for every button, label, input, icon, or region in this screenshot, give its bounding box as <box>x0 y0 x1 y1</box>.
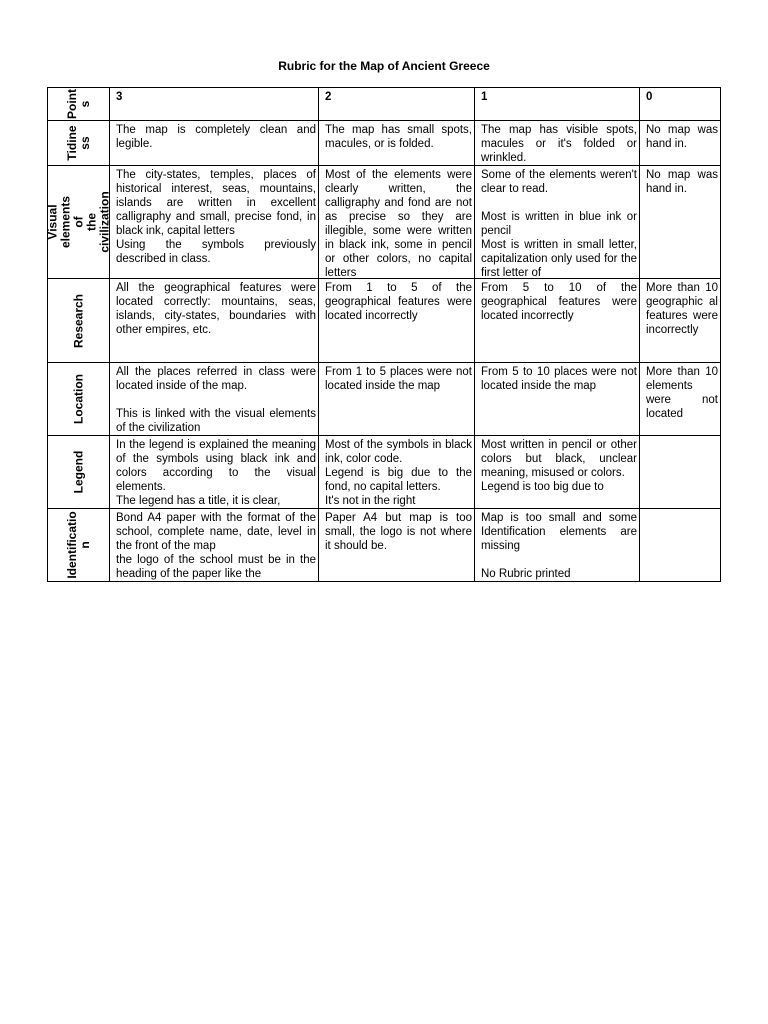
criterion-label: Legend <box>71 450 85 494</box>
rubric-cell <box>110 436 319 509</box>
score-header-2 <box>319 88 475 121</box>
rubric-cell <box>475 121 640 166</box>
rubric-cell-text: No map was hand in. <box>646 124 718 150</box>
rubric-cell-text: All the geographical features were located correctly: mountains, seas, islands, city-states, boundaries with other empires, etc. <box>116 282 316 336</box>
rubric-cell <box>110 363 319 436</box>
criterion-label: Location <box>71 374 85 424</box>
rubric-cell <box>640 121 721 166</box>
score-header-0 <box>640 88 721 121</box>
rubric-cell-text: More than 10 geographic al features were incorrectly <box>646 282 718 336</box>
rubric-cell-text: All the places referred in class were located inside of the map. This is linked with the visual elements of the civilization <box>116 366 316 434</box>
header-row <box>48 88 721 121</box>
rubric-cell-text: From 1 to 5 places were not located inside the map <box>325 366 472 392</box>
criterion-label: Research <box>71 293 85 348</box>
rubric-cell <box>640 436 721 509</box>
criterion-cell <box>48 279 110 363</box>
criterion-cell <box>48 509 110 582</box>
rubric-cell-text: Most written in pencil or other colors but black, unclear meaning, misused or colors. Legend is too big due to <box>481 439 637 493</box>
criterion-label: Visual elements of the civilization <box>45 191 111 253</box>
criterion-cell <box>45 166 111 279</box>
rubric-cell <box>640 363 721 436</box>
rubric-cell <box>319 166 475 279</box>
score-label: 0 <box>646 91 653 103</box>
rubric-cell-text: Bond A4 paper with the format of the school, complete name, date, level in the front of the map the logo of the school must be in the heading of the paper like the <box>116 512 316 580</box>
table-row <box>48 279 721 363</box>
rubric-cell <box>319 121 475 166</box>
criterion-cell <box>48 121 110 166</box>
rubric-cell <box>475 166 640 279</box>
criterion-cell <box>48 436 110 509</box>
rubric-cell-text: No map was hand in. <box>646 169 718 195</box>
rubric-cell-text <box>646 436 718 508</box>
rubric-cell-text: From 5 to 10 places were not located inside the map <box>481 366 637 392</box>
criterion-header <box>48 88 110 121</box>
table-row <box>48 509 721 582</box>
rubric-cell <box>110 166 319 279</box>
rubric-cell <box>110 279 319 363</box>
rubric-cell <box>110 509 319 582</box>
rubric-cell <box>475 436 640 509</box>
rubric-cell-text: Paper A4 but map is too small, the logo is not where it should be. <box>325 512 472 552</box>
rubric-cell-text: The map is completely clean and legible. <box>116 124 316 150</box>
rubric-cell <box>640 166 721 279</box>
rubric-cell-text: The map has visible spots, macules or it's folded or wrinkled. <box>481 124 637 164</box>
criterion-label: Tidine ss <box>64 125 92 161</box>
rubric-table <box>47 87 721 582</box>
rubric-cell <box>475 509 640 582</box>
rubric-cell <box>319 279 475 363</box>
rubric-cell-text: More than 10 elements were not located <box>646 366 718 420</box>
criterion-header-label: Point s <box>64 89 92 119</box>
rubric-cell <box>110 121 319 166</box>
rubric-cell <box>475 363 640 436</box>
criterion-cell <box>48 363 110 436</box>
rubric-cell-text: From 1 to 5 of the geographical features were located incorrectly <box>325 282 472 322</box>
score-label: 2 <box>325 91 332 103</box>
rubric-cell-text: Some of the elements weren't clear to read. Most is written in blue ink or pencil Most is written in small letter, capitalization only used for the first letter of <box>481 169 637 279</box>
rubric-cell-text: The map has small spots, macules, or is folded. <box>325 124 472 150</box>
rubric-cell-text: Most of the elements were clearly written, the calligraphy and fond are not as precise so they are illegible, some were written in black ink, some in pencil or other colors, no capital letters <box>325 169 472 279</box>
rubric-cell <box>319 436 475 509</box>
score-header-3 <box>110 88 319 121</box>
score-label: 1 <box>481 91 488 103</box>
rubric-cell-text <box>646 509 718 581</box>
rubric-cell <box>640 279 721 363</box>
rubric-cell <box>475 279 640 363</box>
rubric-cell-text: In the legend is explained the meaning of the symbols using black ink and colors according to the visual elements. The legend has a title, it is clear, <box>116 439 316 507</box>
rubric-cell-text: Map is too small and some Identification elements are missing No Rubric printed <box>481 512 637 580</box>
criterion-label: Identificatio n <box>64 511 92 579</box>
rubric-cell <box>319 363 475 436</box>
rubric-cell-text: Most of the symbols in black ink, color code. Legend is big due to the fond, no capital letters. It's not in the right <box>325 439 472 507</box>
table-row <box>48 121 721 166</box>
score-label: 3 <box>116 91 123 103</box>
rubric-cell-text: From 5 to 10 of the geographical features were located incorrectly <box>481 282 637 322</box>
rubric-cell-text: The city-states, temples, places of historical interest, seas, mountains, islands are written in excellent calligraphy and small, precise fond, in black ink, capital letters Using the symbols previously described in class. <box>116 169 316 265</box>
page-title: Rubric for the Map of Ancient Greece <box>278 59 490 73</box>
table-row <box>48 436 721 509</box>
table-row <box>48 363 721 436</box>
rubric-cell <box>319 509 475 582</box>
score-header-1 <box>475 88 640 121</box>
rubric-cell <box>640 509 721 582</box>
table-row <box>48 166 721 279</box>
